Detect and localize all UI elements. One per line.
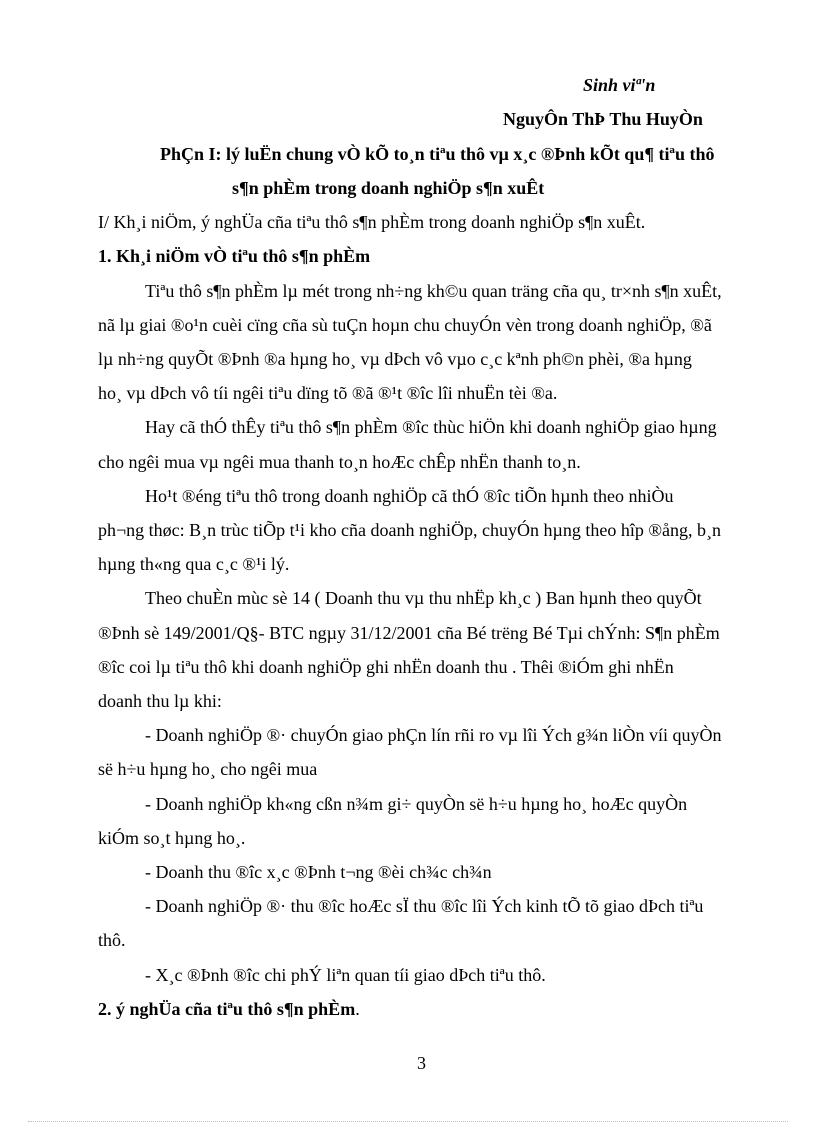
page-number: 3 xyxy=(417,1053,426,1073)
paragraph-3-line: ph¬ng thøc: B¸n trùc tiÕp t¹i kho cña doanh nghiÖp, chuyÓn hµng theo hîp ®ång, b¸n xyxy=(98,520,722,540)
bullet-2-line: kiÓm so¸t hµng ho¸. xyxy=(98,828,246,848)
paragraph-3-line: Ho¹t ®éng tiªu thô trong doanh nghiÖp cã thÓ ®îc tiÕn hµnh theo nhiÒu xyxy=(145,486,674,506)
paragraph-1-line: Tiªu thô s¶n phÈm lµ mét trong nh÷ng kh©u quan träng cña qu¸ tr×nh s¶n xuÊt, xyxy=(145,281,722,301)
part-title-line-1: PhÇn I: lý luËn chung vÒ kÕ to¸n tiªu thô vµ x¸c ®Þnh kÕt qu¶ tiªu thô xyxy=(160,144,715,164)
paragraph-3-line: hµng th«ng qua c¸c ®¹i lý. xyxy=(98,554,290,574)
paragraph-1-line: lµ nh÷ng quyÕt ®Þnh ®a hµng ho¸ vµ dÞch vô vµo c¸c kªnh ph©n phèi, ®a hµng xyxy=(98,349,692,369)
paragraph-1-line: nã lµ giai ®o¹n cuèi cïng cña sù tuÇn hoµn chu chuyÓn vèn trong doanh nghiÖp, ®ã xyxy=(98,315,712,335)
bullet-1-line: - Doanh nghiÖp ®· chuyÓn giao phÇn lín rñi ro vµ lîi Ých g¾n liÒn víi quyÒn xyxy=(145,725,722,745)
paragraph-2-line: Hay cã thÓ thÊy tiªu thô s¶n phÈm ®îc thùc hiÖn khi doanh nghiÖp giao hµng xyxy=(145,417,717,437)
paragraph-1-line: ho¸ vµ dÞch vô tíi ngêi tiªu dïng tõ ®ã ®¹t ®îc lîi nhuËn tèi ®a. xyxy=(98,383,558,403)
paragraph-4-line: Theo chuÈn mùc sè 14 ( Doanh thu vµ thu nhËp kh¸c ) Ban hµnh theo quyÕt xyxy=(145,588,702,608)
section-title: I/ Kh¸i niÖm, ý nghÜa cña tiªu thô s¶n phÈm trong doanh nghiÖp s¶n xuÊt. xyxy=(98,212,646,232)
subsection-1-heading: 1. Kh¸i niÖm vÒ tiªu thô s¶n phÈm xyxy=(98,246,371,266)
paragraph-4-line: ®Þnh sè 149/2001/Q§- BTC ngµy 31/12/2001 cña Bé trëng Bé Tµi chÝnh: S¶n phÈm xyxy=(98,623,720,643)
subsection-2-heading xyxy=(98,998,360,1020)
student-role-label: Sinh viª'n xyxy=(583,75,656,95)
bullet-4-line: thô. xyxy=(98,930,126,950)
author-name: NguyÔn ThÞ Thu HuyÒn xyxy=(503,109,703,129)
paragraph-4-line: doanh thu lµ khi: xyxy=(98,691,222,711)
bullet-1-line: së h÷u hµng ho¸ cho ngêi mua xyxy=(98,759,318,779)
subsection-2-heading-period: . xyxy=(355,999,360,1019)
part-title-line-2: s¶n phÈm trong doanh nghiÖp s¶n xuÊt xyxy=(232,178,545,198)
bullet-2-line: - Doanh nghiÖp kh«ng cßn n¾m gi÷ quyÒn së h÷u hµng ho¸ hoÆc quyÒn xyxy=(145,794,688,814)
bullet-5-line: - X¸c ®Þnh ®îc chi phÝ liªn quan tíi giao dÞch tiªu thô. xyxy=(145,965,546,985)
bullet-4-line: - Doanh nghiÖp ®· thu ®îc hoÆc sÏ thu ®îc lîi Ých kinh tÕ tõ giao dÞch tiªu xyxy=(145,896,704,916)
paragraph-2-line: cho ngêi mua vµ ngêi mua thanh to¸n hoÆc chÊp nhËn thanh to¸n. xyxy=(98,452,581,472)
bullet-3-line: - Doanh thu ®îc x¸c ®Þnh t¬ng ®èi ch¾c ch¾n xyxy=(145,862,492,882)
subsection-2-heading-text: 2. ý nghÜa cña tiªu thô s¶n phÈm xyxy=(98,999,356,1019)
paragraph-4-line: ®îc coi lµ tiªu thô khi doanh nghiÖp ghi nhËn doanh thu . Thêi ®iÓm ghi nhËn xyxy=(98,657,674,677)
page-bottom-rule xyxy=(28,1121,788,1122)
